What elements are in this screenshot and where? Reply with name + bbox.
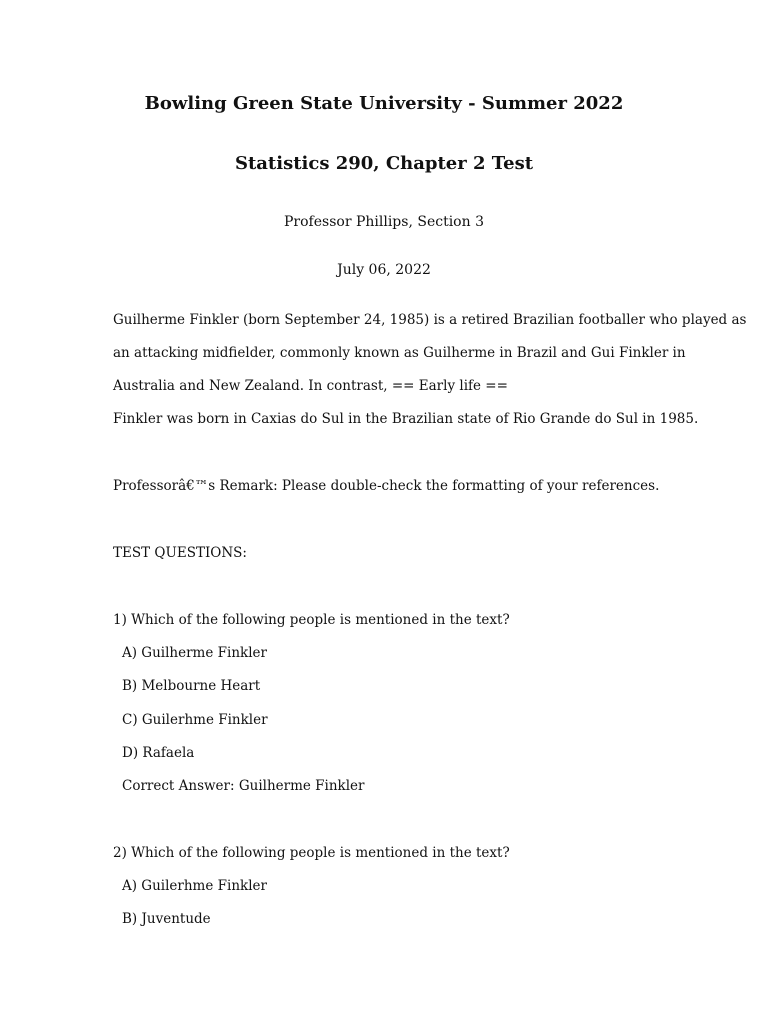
paragraph-line: Australia and New Zealand. In contrast, == Early life == <box>113 378 508 394</box>
answer-option: A) Guilherme Finkler <box>122 645 267 661</box>
paragraph-line: Finkler was born in Caxias do Sul in the Brazilian state of Rio Grande do Sul in 1985. <box>113 411 699 427</box>
professor-line: Professor Phillips, Section 3 <box>284 214 484 230</box>
course-heading: Statistics 290, Chapter 2 Test <box>234 153 534 174</box>
answer-option: C) Guilerhme Finkler <box>122 712 268 728</box>
question-prompt: 2) Which of the following people is mentioned in the text? <box>113 845 510 861</box>
paragraph-line: Guilherme Finkler (born September 24, 1985) is a retired Brazilian footballer who played as <box>113 312 747 328</box>
correct-answer: Correct Answer: Guilherme Finkler <box>122 778 365 794</box>
answer-option: A) Guilerhme Finkler <box>122 878 267 894</box>
answer-option: D) Rafaela <box>122 745 195 761</box>
answer-option: B) Melbourne Heart <box>122 678 261 694</box>
paragraph-line: an attacking midfielder, commonly known as Guilherme in Brazil and Gui Finkler in <box>113 345 686 361</box>
question-prompt: 1) Which of the following people is mentioned in the text? <box>113 612 510 628</box>
professor-remark: Professorâ€™s Remark: Please double-check the formatting of your references. <box>113 478 660 494</box>
section-title: TEST QUESTIONS: <box>113 545 247 561</box>
university-heading: Bowling Green State University - Summer 2022 <box>144 93 624 114</box>
date-line: July 06, 2022 <box>337 262 431 278</box>
answer-option: B) Juventude <box>122 911 211 927</box>
